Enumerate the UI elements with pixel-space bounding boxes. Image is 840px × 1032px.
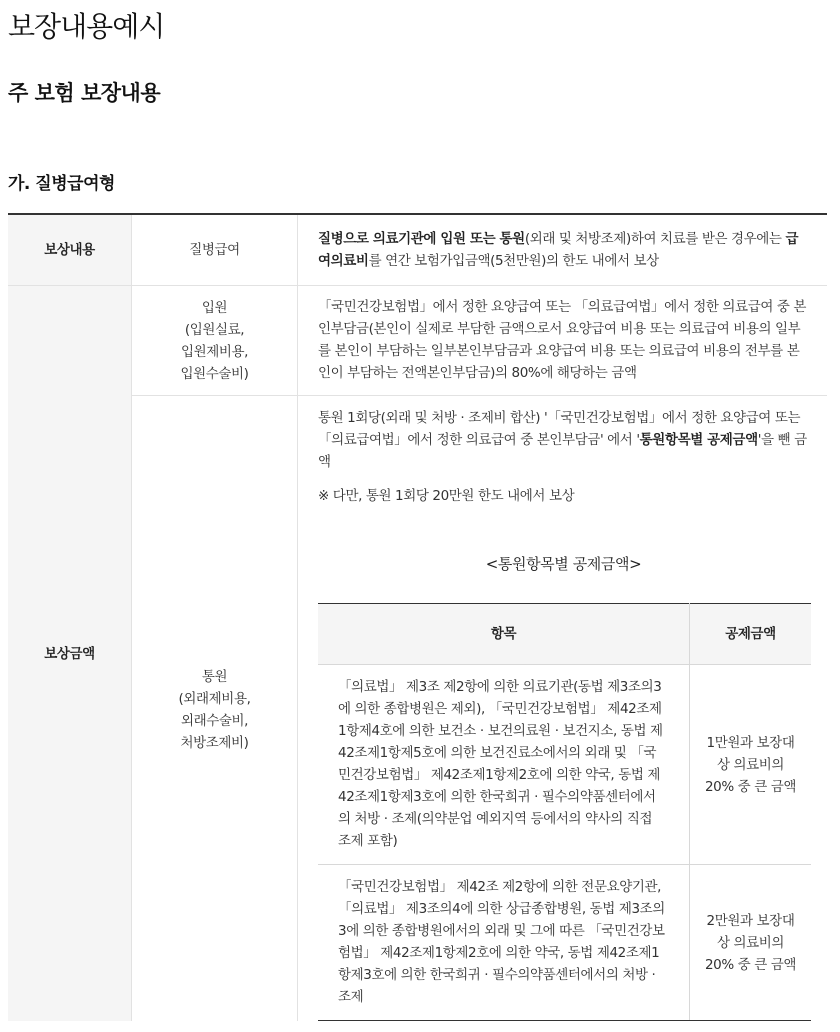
- deduction-header-amount: 공제금액: [690, 604, 812, 665]
- deduction-item: 「국민건강보험법」 제42조 제2항에 의한 전문요양기관, 「의료법」 제3조의4에 의한 상급종합병원, 동법 제3조의3에 의한 종합병원에서의 외래 및 그에 따른 「국민건강보험법」 제42조제1항제2호에 의한 약국, 동법 제42조제1항제3호에 의한 한국희귀 · 필수의약품센터에서의 처방 · 조제: [318, 865, 690, 1021]
- deduction-item: 「의료법」 제3조 제2항에 의한 의료기관(동법 제3조의3에 의한 종합병원은 제외), 「국민건강보험법」 제42조제1항제4호에 의한 보건소 · 보건의료원 · 보건지소, 동법 제42조제1항제5호에 의한 보건진료소에서의 외래 및 「국민건강보험법」 제42조제1항제2호에 의한 약국, 동법 제42조제1항제3호에 의한 한국희귀 · 필수의약품센터에서의 처방 · 조제(의약분업 예외지역 등에서의 약사의 직접 조제 포함): [318, 665, 690, 865]
- outpatient-type-line-2: (외래제비용,: [178, 691, 251, 707]
- amount-head: 보상금액: [8, 286, 132, 1022]
- outpatient-desc-text-1: 통원 1회당(외래 및 처방 · 조제비 합산) '「국민건강보험법」에서 정한 요양급여 또는 「의료급여법」에서 정한 의료급여 중 본인부담금' 에서 ': [318, 410, 801, 448]
- inpatient-type-line-2: (입원실료,: [184, 321, 245, 338]
- sub-section-title: 가. 질병급여형: [8, 174, 115, 194]
- outpatient-desc-text-2: '을 뺀 금액: [318, 432, 807, 470]
- deduction-table-title: <통원항목별 공제금액>: [485, 555, 642, 573]
- outpatient-desc-paragraph: [318, 407, 809, 473]
- deduction-amount: 1만원과 보장대상 의료비의 20% 중 큰 금액: [690, 665, 812, 865]
- outpatient-desc-bold: 통원항목별 공제금액: [639, 432, 758, 448]
- inpatient-row: [8, 286, 827, 396]
- coverage-type: 질병급여: [132, 214, 298, 286]
- inpatient-type-line-3: 입원제비용,: [180, 343, 249, 360]
- deduction-header-row: [318, 604, 811, 665]
- deduction-row: [318, 665, 811, 865]
- outpatient-note: ※ 다만, 통원 1회당 20만원 한도 내에서 보상: [318, 488, 575, 504]
- deduction-table: [318, 603, 811, 1021]
- deduction-row: [318, 865, 811, 1021]
- coverage-row: [8, 214, 827, 286]
- coverage-desc-text-2: 를 연간 보험가입금액(5천만원)의 한도 내에서 보상: [368, 253, 659, 269]
- inpatient-type: [132, 286, 298, 396]
- coverage-table: [8, 213, 827, 1021]
- inpatient-description: 「국민건강보험법」에서 정한 요양급여 또는 「의료급여법」에서 정한 의료급여 중 본인부담금(본인이 실제로 부담한 금액으로서 요양급여 비용 또는 의료급여 비용의 일부를 본인이 부담하는 일부본인부담금과 요양급여 비용 또는 의료급여 비용의 전부를 본인이 부담하는 전액본인부담금)의 80%에 해당하는 금액: [298, 286, 828, 396]
- inpatient-type-line-4: 입원수술비): [180, 365, 249, 382]
- deduction-header-item: 항목: [318, 604, 690, 665]
- outpatient-type: [132, 396, 298, 1022]
- outpatient-row: [8, 396, 827, 1022]
- coverage-head: 보상내용: [8, 214, 132, 286]
- outpatient-description: [298, 396, 828, 1022]
- coverage-description: [298, 214, 828, 286]
- section-title: 주 보험 보장내용: [8, 81, 161, 105]
- inpatient-type-line-1: 입원: [201, 299, 228, 316]
- outpatient-type-line-4: 처방조제비): [180, 735, 249, 751]
- deduction-amount: 2만원과 보장대상 의료비의 20% 중 큰 금액: [690, 865, 812, 1021]
- coverage-desc-bold-2: 급여의료비: [318, 231, 799, 269]
- page-title: 보장내용예시: [8, 10, 165, 43]
- coverage-desc-bold-1: 질병으로 의료기관에 입원 또는 통원: [318, 231, 525, 247]
- coverage-desc-text-1: (외래 및 처방조제)하여 치료를 받은 경우에는: [524, 231, 786, 247]
- outpatient-type-line-3: 외래수술비,: [180, 713, 249, 729]
- outpatient-type-line-1: 통원: [201, 669, 228, 685]
